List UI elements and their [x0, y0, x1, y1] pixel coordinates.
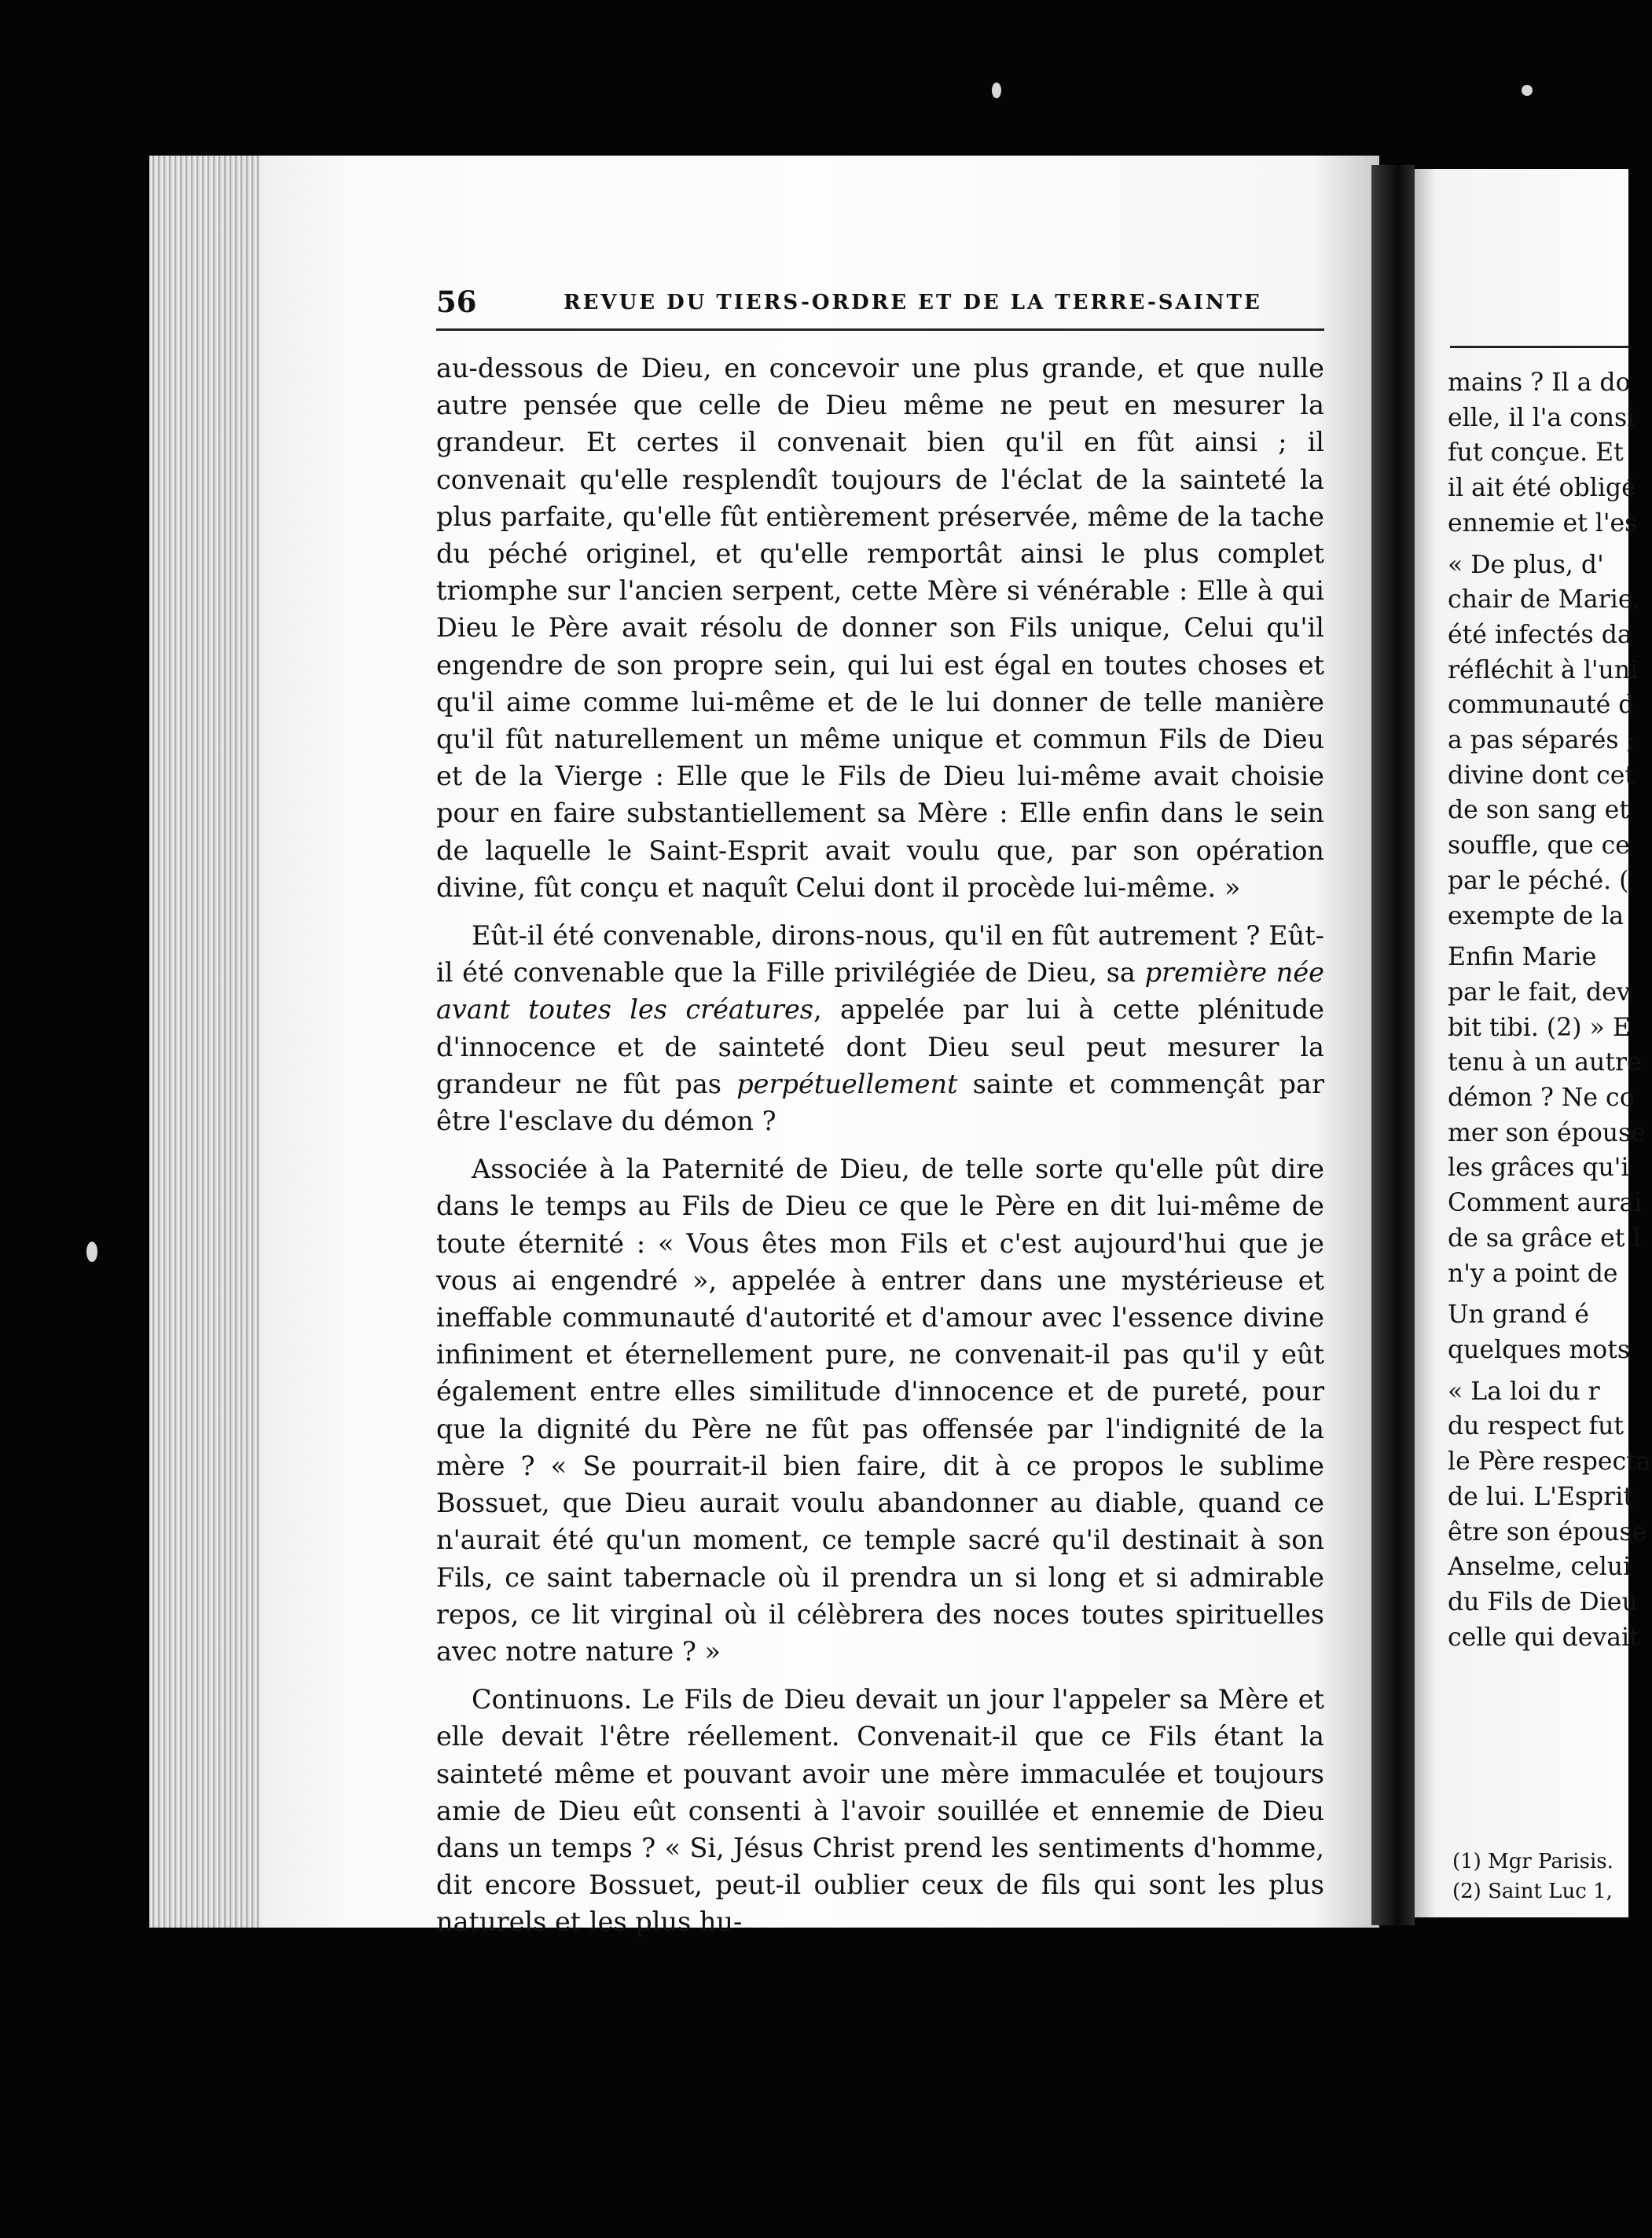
- right-page-line: il ait été obligé: [1448, 474, 1636, 503]
- right-page-line: chair de Marie.: [1448, 585, 1641, 615]
- right-page-line: démon ? Ne co: [1448, 1084, 1635, 1113]
- right-page-line: communauté d: [1448, 691, 1635, 720]
- running-head-title: REVUE DU TIERS-ORDRE ET DE LA TERRE-SAINTE: [564, 291, 1262, 314]
- running-head: [436, 284, 1324, 332]
- right-page-line: souffle, que ce: [1448, 831, 1630, 860]
- right-page-line: par le fait, dev: [1448, 978, 1631, 1007]
- paragraph-3: Associée à la Paternité de Dieu, de telle sorte qu'elle pût dire dans le temps au Fils de Dieu ce que le Père en dit lui-même de toute éternité : « Vous êtes mon Fils et c'est aujourd'hui que je vous ai engendré », appelée à entrer dans une mystérieuse et ineffable communauté d'autorité et d'amour avec l'essence divine infiniment et éternellement pure, ne convenait-il pas qu'il y eût également entre elles similitude d'innocence et de pureté, pour que la dignité du Père ne fût pas offensée par l'indignité de la mère ? « Se pourrait-il bien faire, dit à ce propos le sublime Bossuet, que Dieu aurait voulu abandonner au diable, quand ce n'aurait été qu'un moment, ce temple sacré qu'il destinait à son Fils, ce saint tabernacle où il prendra un si long et si admirable repos, ce lit virginal où il célèbrera des noces toutes spirituelles avec notre nature ? »: [436, 1154, 1324, 1667]
- paragraph-2-text-c: sainte et commençât par être l'esclave du démon ?: [436, 1068, 1324, 1137]
- book-gutter: [1371, 165, 1415, 1925]
- right-page-line: le Père respecta: [1448, 1447, 1651, 1477]
- right-page-line: quelques mots: [1448, 1335, 1631, 1364]
- right-page-line: « La loi du r: [1448, 1377, 1600, 1406]
- right-page-line: a pas séparés ;: [1448, 726, 1635, 755]
- right-page-line: n'y a point de: [1448, 1259, 1618, 1288]
- right-page-line: ennemie et l'es: [1448, 508, 1638, 537]
- right-page-line: celle qui devait: [1448, 1623, 1639, 1652]
- right-page-line: de son sang et: [1448, 796, 1629, 825]
- right-page-line: « De plus, d': [1448, 550, 1604, 579]
- right-page-line: elle, il l'a consi: [1448, 403, 1635, 432]
- right-page-line: par le péché. (: [1448, 866, 1629, 895]
- right-page-line: tenu à un autre: [1448, 1048, 1642, 1077]
- right-page-header-rule: [1450, 346, 1628, 348]
- right-page-line: du Fils de Dieu: [1448, 1587, 1638, 1616]
- footnote: (1) Mgr Parisis.: [1452, 1850, 1613, 1873]
- paragraph-2-italic-b: perpétuellement: [736, 1068, 958, 1099]
- paragraph-2-italic-a: première née avant toutes les créatures: [436, 957, 1324, 1025]
- right-page-line: exempte de la: [1448, 901, 1624, 930]
- paragraph-2: [436, 917, 1324, 1139]
- dust-speck: [992, 83, 1001, 98]
- right-page-line: de sa grâce et l: [1448, 1224, 1641, 1253]
- right-page-body: [1448, 365, 1652, 1655]
- right-page-line: divine dont cet: [1448, 761, 1635, 790]
- right-page-line: de lui. L'Esprit: [1448, 1482, 1633, 1511]
- paragraph-1: au-dessous de Dieu, en concevoir une plus grande, et que nulle autre pensée que celle de Dieu même ne peut en mesurer la grandeur. Et certes il convenait bien qu'il en fût ainsi ; il convenait qu'elle resplendît toujours de l'éclat de la sainteté la plus parfaite, qu'elle fût entièrement préservée, même de la tache du péché originel, et qu'elle remportât ainsi le plus complet triomphe sur l'ancien serpent, cette Mère si vénérable : Elle à qui Dieu le Père avait résolu de donner son Fils unique, Celui qu'il engendre de son propre sein, qui lui est égal en toutes choses et qu'il aime comme lui-même et de le lui donner de telle manière qu'il fût naturellement un même unique et commun Fils de Dieu et de la Vierge : Elle que le Fils de Dieu lui-même avait choisie pour en faire substantiellement sa Mère : Elle enfin dans le sein de laquelle le Saint-Esprit avait voulu que, par son opération divine, fût conçu et naquît Celui dont il procède lui-même. »: [436, 353, 1324, 903]
- left-page-body: [436, 350, 1324, 1941]
- dust-speck: [86, 1242, 97, 1262]
- right-page-line: mains ? Il a do: [1448, 369, 1631, 397]
- paragraph-2-text-a: Eût-il été convenable, dirons-nous, qu'il en fût autrement ? Eût-il été convenable que la Fille privilégiée de Dieu, sa: [436, 920, 1324, 989]
- right-page-line: fut conçue. Et: [1448, 438, 1624, 468]
- right-page-line: du respect fut: [1448, 1412, 1624, 1441]
- footnote: (2) Saint Luc 1,: [1452, 1880, 1613, 1903]
- dust-speck: [1522, 85, 1533, 96]
- right-page-line: mer son épouse: [1448, 1118, 1646, 1147]
- right-page-line: Anselme, celui: [1448, 1553, 1632, 1582]
- right-page-line: bit tibi. (2) » E: [1448, 1013, 1631, 1042]
- paragraph-2-text-b: , appelée par lui à cette plénitude d'innocence et de sainteté dont Dieu seul peut mesurer la grandeur ne fût pas: [436, 994, 1324, 1099]
- right-page-line: Enfin Marie: [1448, 943, 1597, 972]
- paragraph-4: Continuons. Le Fils de Dieu devait un jour l'appeler sa Mère et elle devait l'être réellement. Convenait-il que ce Fils étant la sainteté même et pouvant avoir une mère immaculée et toujours amie de Dieu eût consenti à l'avoir souillée et ennemie de Dieu dans un temps ? « Si, Jésus Christ prend les sentiments d'homme, dit encore Bossuet, peut-il oublier ceux de fils qui sont les plus naturels et les plus hu-: [436, 1684, 1324, 1938]
- right-page-line: été infectés da: [1448, 620, 1632, 649]
- right-page-line: Un grand é: [1448, 1301, 1589, 1330]
- right-page-line: Comment aurai: [1448, 1189, 1643, 1218]
- page-edges: [149, 156, 263, 1928]
- right-page-line: être son épouse: [1448, 1517, 1647, 1546]
- right-page-footnotes: [1452, 1847, 1613, 1906]
- page-number: 56: [436, 284, 477, 319]
- right-page-line: réfléchit à l'uni: [1448, 655, 1639, 684]
- header-rule: [436, 328, 1324, 331]
- right-page-line: les grâces qu'i: [1448, 1154, 1629, 1183]
